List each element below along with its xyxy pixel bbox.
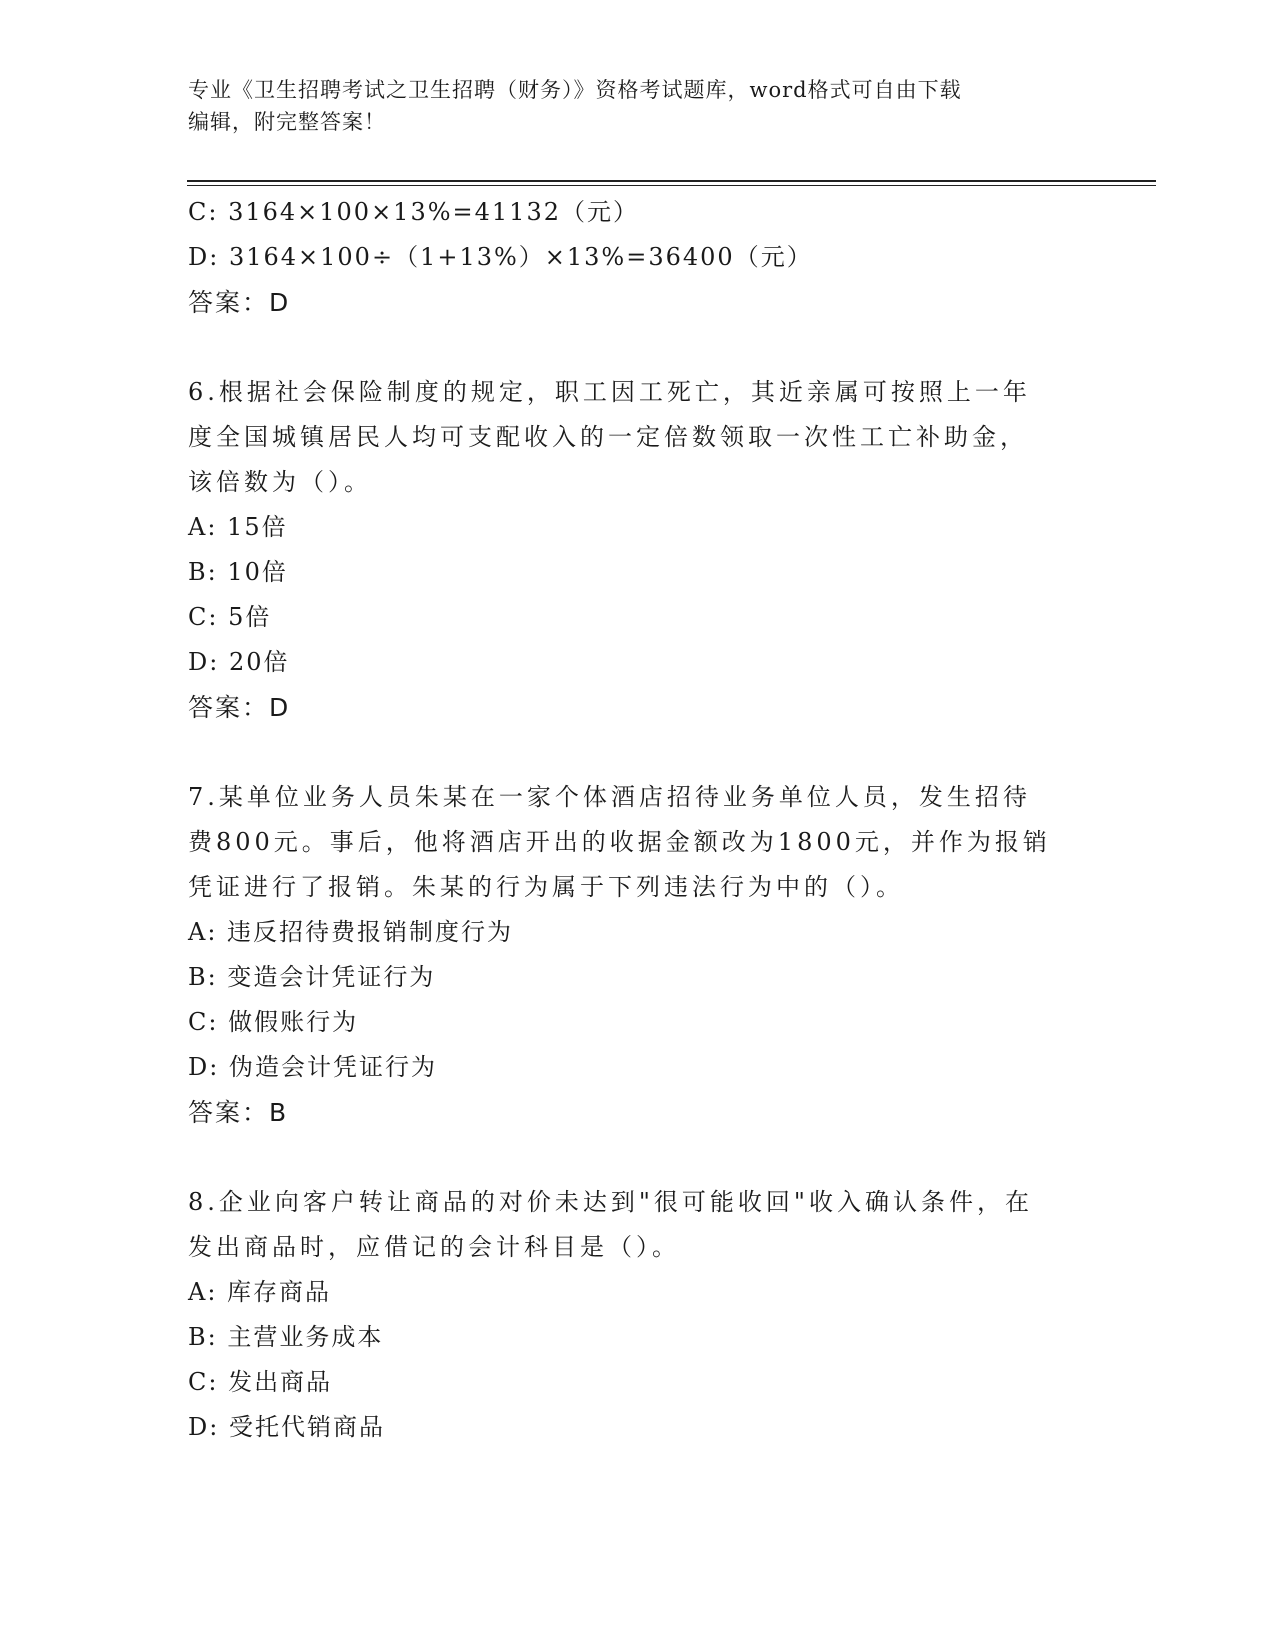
question-6 bbox=[188, 370, 1088, 730]
option-d: D: 20倍 bbox=[188, 648, 290, 676]
option-c: C: 做假账行为 bbox=[188, 1008, 359, 1036]
header-line-1: 专业《卫生招聘考试之卫生招聘（财务）》资格考试题库，word格式可自由下载 bbox=[188, 78, 962, 102]
question-text-line: 度全国城镇居民人均可支配收入的一定倍数领取一次性工亡补助金， bbox=[188, 423, 1028, 451]
option-c: C: 3164×100×13%=41132（元） bbox=[188, 198, 639, 226]
option-d: D: 伪造会计凭证行为 bbox=[188, 1053, 437, 1081]
question-text-line: 该倍数为（）。 bbox=[188, 468, 372, 496]
question-text-line: 发出商品时，应借记的会计科目是（）。 bbox=[188, 1233, 680, 1261]
header-line-2: 编辑，附完整答案！ bbox=[188, 110, 386, 134]
option-b: B: 10倍 bbox=[188, 558, 288, 586]
question-text-line: 凭证进行了报销。朱某的行为属于下列违法行为中的（）。 bbox=[188, 873, 904, 901]
answer-label: 答案：D bbox=[188, 288, 291, 317]
option-c: C: 发出商品 bbox=[188, 1368, 333, 1396]
question-content bbox=[188, 190, 1088, 1450]
option-a: A: 违反招待费报销制度行为 bbox=[188, 918, 514, 946]
question-text-line: 7.某单位业务人员朱某在一家个体酒店招待业务单位人员，发生招待 bbox=[188, 783, 1031, 811]
option-a: A: 15倍 bbox=[188, 513, 288, 541]
answer-label: 答案：D bbox=[188, 693, 291, 722]
page-header bbox=[188, 74, 1088, 138]
prev-question-block bbox=[188, 190, 1088, 325]
question-7 bbox=[188, 775, 1088, 1135]
question-text-line: 费800元。事后，他将酒店开出的收据金额改为1800元，并作为报销 bbox=[188, 828, 1051, 856]
option-b: B: 变造会计凭证行为 bbox=[188, 963, 436, 991]
option-b: B: 主营业务成本 bbox=[188, 1323, 384, 1351]
option-d: D: 3164×100÷（1+13%）×13%=36400（元） bbox=[188, 243, 813, 271]
question-text-line: 6.根据社会保险制度的规定，职工因工死亡，其近亲属可按照上一年 bbox=[188, 378, 1031, 406]
option-d: D: 受托代销商品 bbox=[188, 1413, 385, 1441]
option-c: C: 5倍 bbox=[188, 603, 272, 631]
question-text-line: 8.企业向客户转让商品的对价未达到"很可能收回"收入确认条件，在 bbox=[188, 1188, 1033, 1216]
question-8 bbox=[188, 1180, 1088, 1450]
header-divider bbox=[187, 180, 1156, 186]
answer-label: 答案：B bbox=[188, 1098, 289, 1127]
option-a: A: 库存商品 bbox=[188, 1278, 332, 1306]
